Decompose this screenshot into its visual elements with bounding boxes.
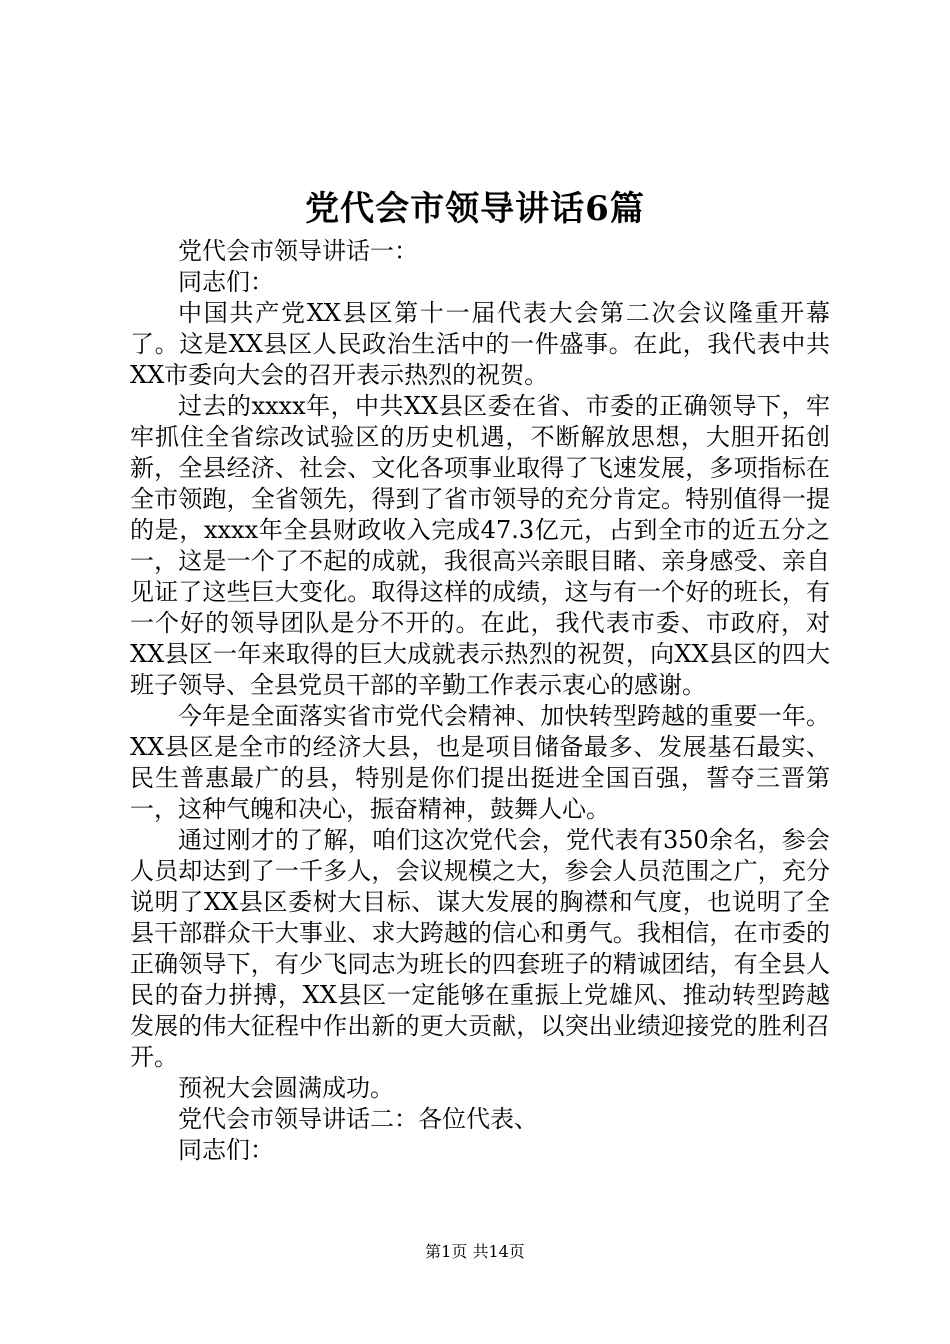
paragraph: 过去的xxxx年，中共XX县区委在省、市委的正确领导下，牢牢抓住全省综改试验区的历史机遇，不断解放思想，大胆开拓创新，全县经济、社会、文化各项事业取得了飞速发展，多项指标在全市领跑，全省领先，得到了省市领导的充分肯定。特别值得一提的是，xxxx年全县财政收入完成47.3亿元，占到全市的近五分之一，这是一个了不起的成就，我很高兴亲眼目睹、亲身感受、亲自见证了这些巨大变化。取得这样的成绩，这与有一个好的班长，有一个好的领导团队是分不开的。在此，我代表市委、市政府，对XX县区一年来取得的巨大成就表示热烈的祝贺，向XX县区的四大班子领导、全县党员干部的辛勤工作表示衷心的感谢。	[130, 392, 830, 699]
paragraph: 党代会市领导讲话一：	[178, 237, 418, 265]
paragraph: 同志们：	[178, 1136, 274, 1164]
paragraph: 今年是全面落实省市党代会精神、加快转型跨越的重要一年。XX县区是全市的经济大县，也是项目储备最多、发展基石最实、民生普惠最广的县，特别是你们提出挺进全国百强，誓夺三晋第一，这种气魄和决心，振奋精神，鼓舞人心。	[130, 702, 830, 823]
paragraph: 同志们：	[178, 268, 274, 296]
paragraph: 党代会市领导讲话二：各位代表、	[178, 1105, 538, 1133]
document-body	[130, 236, 830, 1166]
paragraph: 通过刚才的了解，咱们这次党代会，党代表有350余名，参会人员却达到了一千多人，会议规模之大，参会人员范围之广，充分说明了XX县区委树大目标、谋大发展的胸襟和气度，也说明了全县干部群众干大事业、求大跨越的信心和勇气。我相信，在市委的正确领导下，有少飞同志为班长的四套班子的精诚团结，有全县人民的奋力拼搏，XX县区一定能够在重振上党雄风、推动转型跨越发展的伟大征程中作出新的更大贡献，以突出业绩迎接党的胜利召开。	[130, 826, 830, 1071]
page-number-footer: 第1页 共14页	[425, 1242, 525, 1261]
paragraph: 预祝大会圆满成功。	[178, 1074, 394, 1102]
paragraph: 中国共产党XX县区第十一届代表大会第二次会议隆重开幕了。这是XX县区人民政治生活中的一件盛事。在此，我代表中共XX市委向大会的召开表示热烈的祝贺。	[130, 299, 830, 389]
document-title: 党代会市领导讲话6篇	[305, 189, 645, 229]
